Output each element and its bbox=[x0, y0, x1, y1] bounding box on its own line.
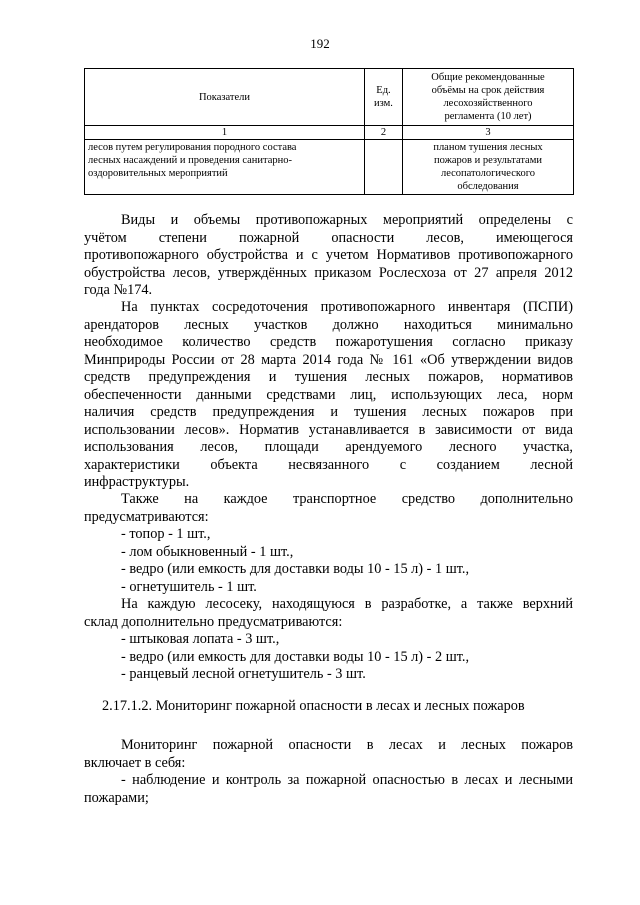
header-unit-line: изм. bbox=[374, 98, 393, 109]
header-volumes-line: лесохозяйственного bbox=[443, 98, 533, 109]
indicators-table bbox=[84, 68, 574, 195]
text-line: Минприроды России от 28 марта 2014 года № 161 «Об утверждении видов bbox=[84, 351, 573, 368]
text-line: предусматриваются: bbox=[84, 508, 209, 525]
row-indicator-line: лесных насаждений и проведения санитарно- bbox=[88, 155, 292, 166]
paragraph-pspi bbox=[84, 299, 573, 492]
text-line: Мониторинг пожарной опасности в лесах и лесных пожаров bbox=[121, 737, 573, 753]
text-line: арендаторов лесных участков должно находиться минимально bbox=[84, 316, 573, 333]
list-item: - огнетушитель - 1 шт. bbox=[121, 578, 257, 595]
list-item: - лом обыкновенный - 1 шт., bbox=[121, 543, 294, 560]
text-line: года №174. bbox=[84, 282, 153, 298]
row-unit bbox=[365, 140, 403, 195]
text-line: противопожарного обустройства и с учетом Нормативов противопожарного bbox=[84, 247, 573, 263]
row-volume-line: планом тушения лесных bbox=[433, 142, 543, 153]
paragraph-vehicle-equipment bbox=[84, 491, 573, 596]
paragraph-cutting-area-equipment bbox=[84, 596, 573, 684]
row-volume bbox=[403, 140, 574, 195]
text-line: средств предупреждения и тушения лесных пожаров, нормативов bbox=[84, 369, 573, 385]
column-number: 2 bbox=[365, 126, 403, 140]
text-line: - наблюдение и контроль за пожарной опасностью в лесах и лесными bbox=[121, 772, 573, 788]
header-volumes-line: Общие рекомендованные bbox=[431, 72, 545, 83]
text-line: использовании лесов». Норматив устанавливается в зависимости от вида bbox=[84, 421, 573, 438]
column-number: 1 bbox=[85, 126, 365, 140]
paragraph-fire-measures bbox=[84, 212, 573, 300]
text-line: инфраструктуры. bbox=[84, 474, 190, 490]
header-unit-line: Ед. bbox=[376, 85, 391, 96]
table-header-row bbox=[85, 69, 574, 126]
column-number: 3 bbox=[403, 126, 574, 140]
text-line: склад дополнительно предусматриваются: bbox=[84, 613, 343, 630]
header-indicators: Показатели bbox=[85, 69, 365, 126]
row-indicator bbox=[85, 140, 365, 195]
text-line: необходимое количество средств пожаротушения согласно приказу bbox=[84, 334, 573, 350]
list-item: - ведро (или емкость для доставки воды 10 - 15 л) - 2 шт., bbox=[121, 648, 470, 665]
text-line: Виды и объемы противопожарных мероприятий определены с bbox=[121, 212, 573, 228]
text-line: учётом степени пожарной опасности лесов, имеющегося bbox=[84, 229, 573, 246]
list-item: - штыковая лопата - 3 шт., bbox=[121, 631, 280, 647]
header-volumes-line: объёмы на срок действия bbox=[431, 85, 545, 96]
page-number: 192 bbox=[310, 36, 330, 51]
header-volumes bbox=[403, 69, 574, 126]
text-line: Также на каждое транспортное средство дополнительно bbox=[121, 491, 573, 507]
header-unit bbox=[365, 69, 403, 126]
row-volume-line: обследования bbox=[457, 181, 519, 192]
section-heading bbox=[84, 698, 573, 716]
list-item: - ведро (или емкость для доставки воды 10 - 15 л) - 1 шт., bbox=[121, 561, 470, 577]
text-line: обустройства лесов, утверждённых приказом Рослесхоза от 27 апреля 2012 bbox=[84, 264, 573, 281]
text-line: На пунктах сосредоточения противопожарного инвентаря (ПСПИ) bbox=[121, 299, 573, 315]
row-volume-line: лесопатологического bbox=[440, 168, 536, 179]
header-volumes-line: регламента (10 лет) bbox=[444, 111, 532, 122]
text-line: наличия средств предупреждения и тушения лесных пожаров при bbox=[84, 404, 573, 420]
paragraph-monitoring bbox=[84, 737, 573, 807]
list-item: - ранцевый лесной огнетушитель - 3 шт. bbox=[121, 666, 366, 682]
text-line: пожарами; bbox=[84, 789, 149, 806]
text-line: использования лесов, площади арендуемого лесного участка, bbox=[84, 439, 573, 455]
text-line: обеспеченности данными средствами лиц, использующих леса, норм bbox=[84, 386, 573, 403]
text-line: характеристики объекта несвязанного с созданием лесной bbox=[84, 456, 573, 473]
column-number-row bbox=[85, 126, 574, 140]
list-item: - топор - 1 шт., bbox=[121, 526, 211, 542]
row-volume-line: пожаров и результатами bbox=[434, 155, 542, 166]
row-indicator-line: лесов путем регулирования породного состава bbox=[88, 142, 297, 153]
text-line: включает в себя: bbox=[84, 754, 186, 771]
text-line: На каждую лесосеку, находящуюся в разработке, а также верхний bbox=[121, 596, 573, 612]
table-row bbox=[85, 140, 574, 195]
section-heading-text: 2.17.1.2. Мониторинг пожарной опасности в лесах и лесных пожаров bbox=[102, 698, 525, 714]
row-indicator-line: оздоровительных мероприятий bbox=[88, 168, 228, 179]
